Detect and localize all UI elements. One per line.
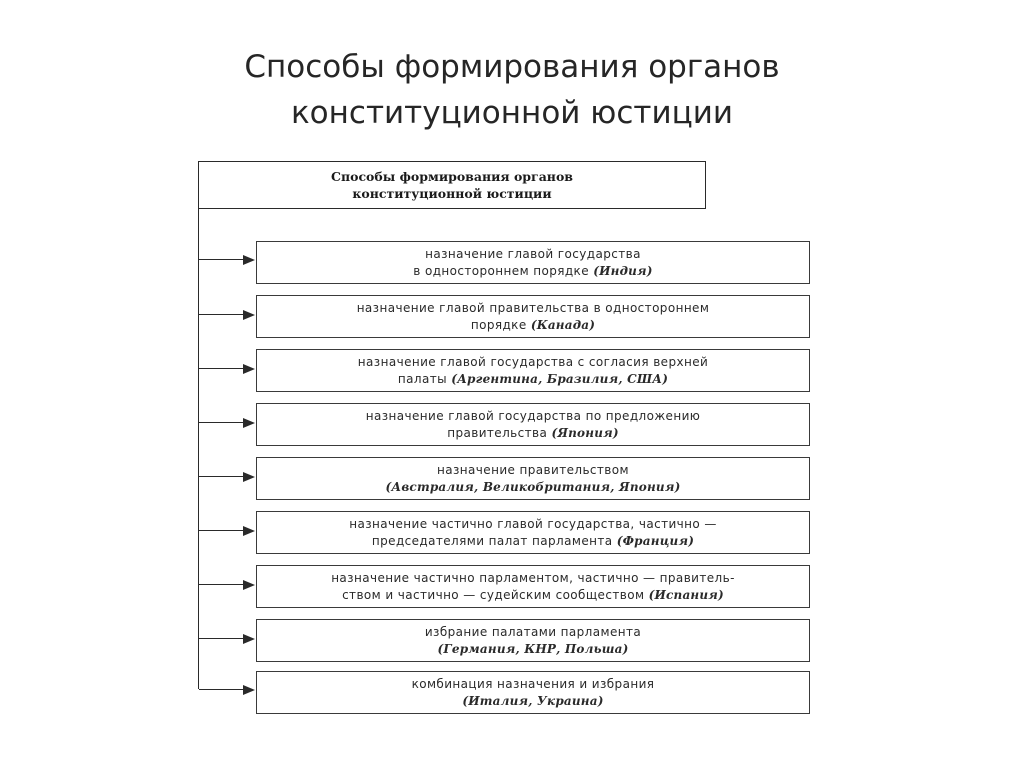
- method-box-2-countries: (Канада): [530, 317, 596, 332]
- method-box-4-line-1: назначение главой государства по предложению: [365, 408, 701, 423]
- connector-arrow-2: [199, 310, 255, 320]
- method-box-3-countries: (Аргентина, Бразилия, США): [451, 371, 669, 386]
- connector-arrow-1: [199, 255, 255, 265]
- method-box-6-line-2: председателями палат парламента (Франция): [371, 533, 695, 548]
- method-box-9-line-1: комбинация назначения и избрания: [411, 676, 655, 691]
- method-box-7-countries: (Испания): [648, 587, 724, 602]
- method-box-3: [256, 349, 810, 392]
- connector-arrow-7: [199, 580, 255, 590]
- diagram-header-box: [198, 161, 706, 209]
- slide-title-line-2: конституционной юстиции: [290, 95, 734, 131]
- method-box-5-countries: (Австралия, Великобритания, Япония): [385, 479, 681, 494]
- connector-arrow-6: [199, 526, 255, 536]
- method-box-4-line-2: правительства (Япония): [447, 425, 619, 440]
- method-box-5-line-2: [386, 479, 681, 496]
- method-box-1: [256, 241, 810, 284]
- method-box-3-line-2: палаты (Аргентина, Бразилия, США): [397, 371, 669, 386]
- method-box-7-line-1: назначение частично парламентом, частично — правитель-: [331, 570, 735, 585]
- method-box-3-line-1: назначение главой государства с согласия верхней: [357, 354, 709, 369]
- diagram-header-line-2: конституционной юстиции: [352, 186, 552, 201]
- connector-arrow-4: [199, 418, 255, 428]
- method-box-6: [256, 511, 810, 554]
- method-box-8-line-2: [438, 641, 629, 658]
- method-box-9-line-2: [462, 693, 603, 710]
- slide-title-line-1: Способы формирования органов: [244, 49, 780, 85]
- method-box-2-line-1: назначение главой правительства в одностороннем: [356, 300, 710, 315]
- diagram-trunk-line: [198, 209, 199, 689]
- method-box-8-line-1: избрание палатами парламента: [424, 624, 642, 639]
- method-box-7-line-2: ством и частично — судейским сообществом (Испания): [342, 587, 724, 602]
- method-box-2: [256, 295, 810, 338]
- method-box-4: [256, 403, 810, 446]
- connector-arrow-9: [199, 685, 255, 695]
- method-box-7: [256, 565, 810, 608]
- method-box-6-line-1: назначение частично главой государства, частично —: [349, 516, 717, 531]
- method-box-9-countries: (Италия, Украина): [462, 693, 604, 708]
- method-box-8-countries: (Германия, КНР, Польша): [437, 641, 629, 656]
- method-box-8: [256, 619, 810, 662]
- method-box-4-countries: (Япония): [551, 425, 619, 440]
- method-box-5-line-1: назначение правительством: [437, 462, 629, 477]
- diagram-header-line-1: Способы формирования органов: [331, 169, 573, 184]
- connector-arrow-5: [199, 472, 255, 482]
- connector-arrow-8: [199, 634, 255, 644]
- method-box-1-line-2: в одностороннем порядке (Индия): [413, 263, 653, 278]
- method-box-5: [256, 457, 810, 500]
- connector-arrow-3: [199, 364, 255, 374]
- method-box-9: [256, 671, 810, 714]
- method-box-1-countries: (Индия): [593, 263, 653, 278]
- method-box-6-countries: (Франция): [616, 533, 695, 548]
- method-box-2-line-2: порядке (Канада): [470, 317, 596, 332]
- method-box-1-line-1: назначение главой государства: [425, 246, 641, 261]
